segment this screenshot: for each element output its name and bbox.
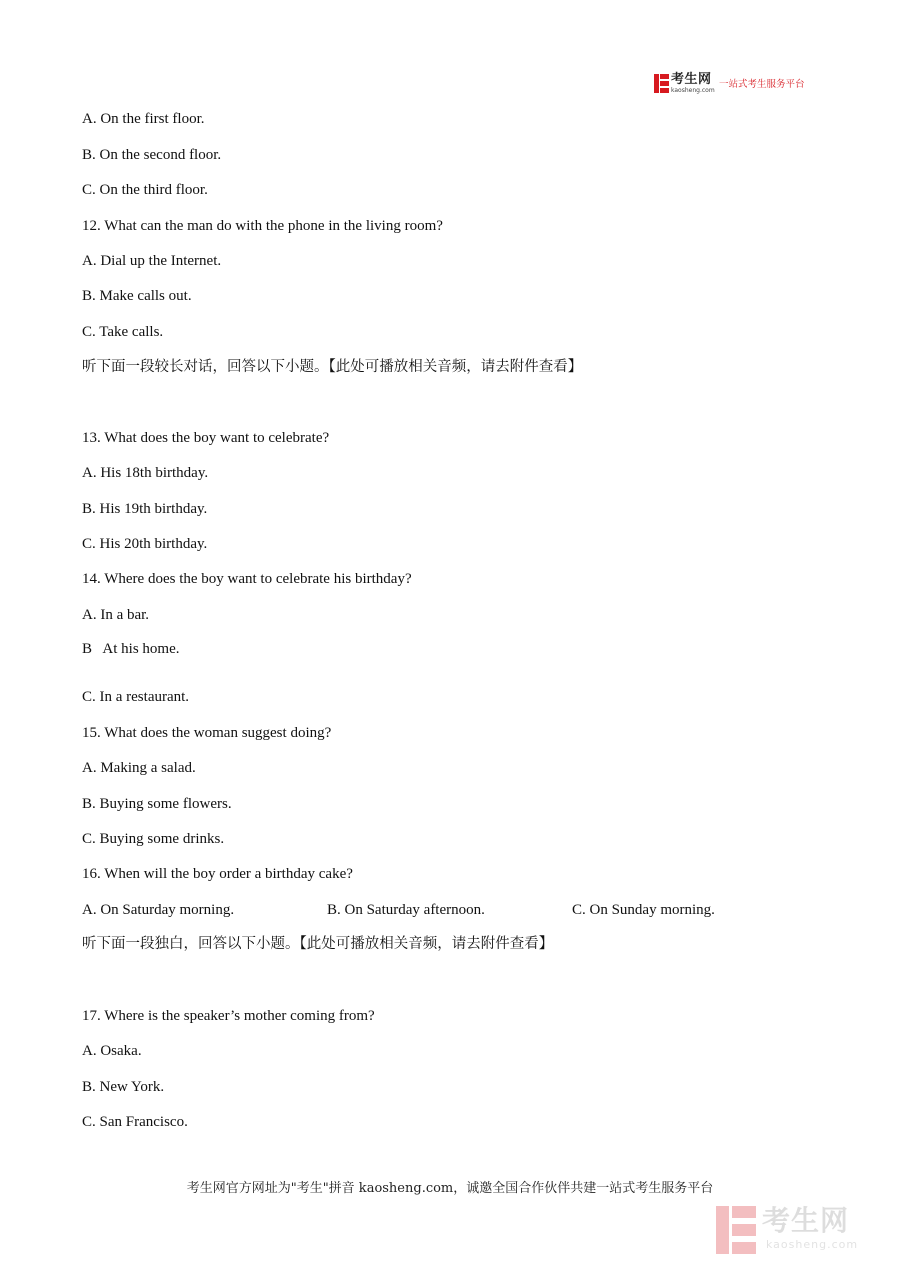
- option-14a: A. In a bar.: [82, 607, 150, 623]
- instruction-dialogue: 听下面一段较长对话，回答以下小题。【此处可播放相关音频，请去附件查看】: [82, 359, 583, 375]
- option-14b: B At his home.: [82, 641, 180, 657]
- option-15b: B. Buying some flowers.: [82, 796, 232, 812]
- option-16b: B. On Saturday afternoon.: [327, 902, 485, 918]
- option-16a: A. On Saturday morning.: [82, 902, 235, 918]
- option-16c: C. On Sunday morning.: [572, 902, 715, 918]
- watermark: [716, 1204, 886, 1256]
- option-11a: A. On the first floor.: [82, 111, 205, 127]
- question-16: 16. When will the boy order a birthday cake?: [82, 866, 353, 882]
- option-12a: A. Dial up the Internet.: [82, 253, 222, 269]
- question-13: 13. What does the boy want to celebrate?: [82, 430, 330, 446]
- watermark-domain: kaosheng.com: [766, 1238, 859, 1251]
- header-logo: [654, 73, 819, 95]
- logo-domain: kaosheng.com: [671, 87, 715, 94]
- footer-text: 考生网官方网址为"考生"拼音 kaosheng.com，诚邀全国合作伙伴共建一站式考生服务平台: [186, 1181, 714, 1196]
- watermark-logo-icon: [716, 1206, 756, 1254]
- option-12b: B. Make calls out.: [82, 288, 192, 304]
- logo-text: 考生网: [671, 72, 712, 87]
- option-17b: B. New York.: [82, 1079, 165, 1095]
- option-15c: C. Buying some drinks.: [82, 831, 225, 847]
- question-15: 15. What does the woman suggest doing?: [82, 725, 332, 741]
- option-17c: C. San Francisco.: [82, 1114, 188, 1130]
- instruction-monologue: 听下面一段独白，回答以下小题。【此处可播放相关音频，请去附件查看】: [82, 936, 554, 952]
- logo-slogan: 一站式考生服务平台: [719, 79, 805, 90]
- option-11b: B. On the second floor.: [82, 147, 222, 163]
- option-13a: A. His 18th birthday.: [82, 465, 209, 481]
- option-14c: C. In a restaurant.: [82, 689, 190, 705]
- kaosheng-logo-icon: [654, 74, 669, 93]
- question-12: 12. What can the man do with the phone in the living room?: [82, 218, 443, 234]
- watermark-text: 考生网: [762, 1204, 850, 1237]
- option-13b: B. His 19th birthday.: [82, 501, 208, 517]
- option-12c: C. Take calls.: [82, 324, 164, 340]
- option-11c: C. On the third floor.: [82, 182, 208, 198]
- option-17a: A. Osaka.: [82, 1043, 142, 1059]
- option-13c: C. His 20th birthday.: [82, 536, 208, 552]
- question-17: 17. Where is the speaker’s mother coming from?: [82, 1008, 375, 1024]
- option-15a: A. Making a salad.: [82, 760, 196, 776]
- question-14: 14. Where does the boy want to celebrate his birthday?: [82, 571, 412, 587]
